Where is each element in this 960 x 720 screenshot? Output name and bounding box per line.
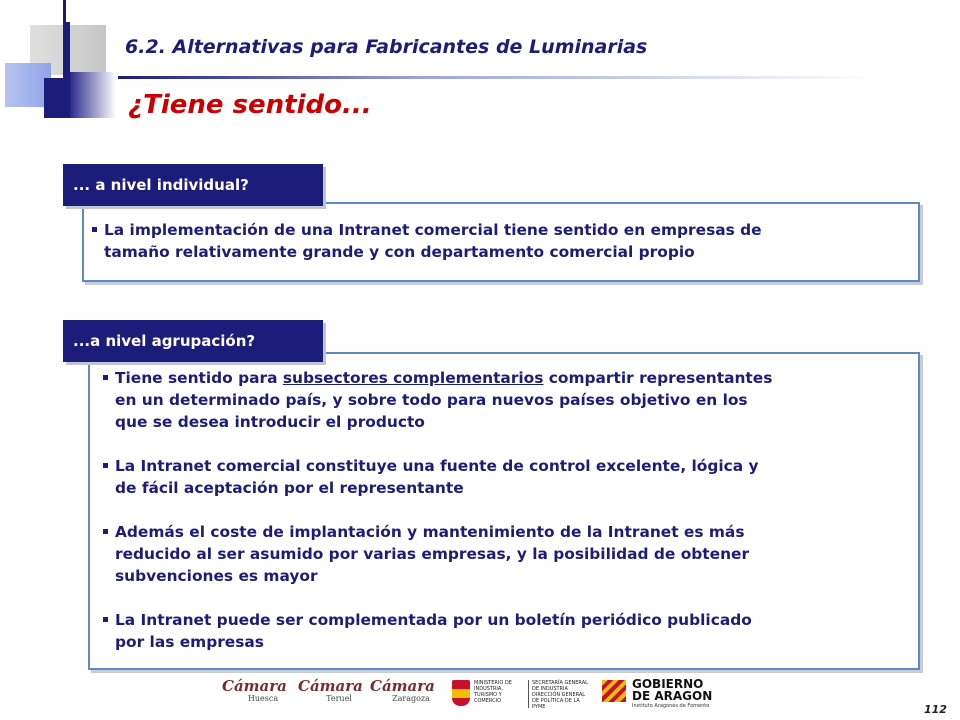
bullet-square-icon (92, 227, 97, 232)
bullet-item: La Intranet comercial constituye una fuente de control excelente, lógica y de fácil aceptación por el representante (101, 455, 911, 499)
decor-navy-fade (70, 72, 116, 118)
bullet-square-icon (103, 375, 108, 380)
underlined-term: subsectores complementarios (282, 369, 544, 387)
bullet-square-icon (103, 617, 108, 622)
tab-individual: ... a nivel individual? (63, 164, 323, 206)
page-number: 112 (924, 703, 947, 716)
tab-agrupacion: ...a nivel agrupación? (63, 320, 323, 362)
bullet-square-icon (103, 463, 108, 468)
panel-agrupacion (88, 352, 920, 670)
aragon-flag-icon (602, 680, 626, 702)
camara-zaragoza-logo: Cámara Zaragoza (370, 677, 435, 703)
panel-individual (82, 202, 920, 282)
slide-heading: ¿Tiene sentido... (128, 90, 372, 120)
header-rule (118, 76, 878, 79)
ministerio-logo: MINISTERIO DE INDUSTRIA, TURISMO Y COMERCIO SECRETARÍA GENERAL DE INDUSTRIA DIRECCIÓN GENERAL DE POLÍTICA DE LA PYME (452, 678, 592, 710)
bullet-square-icon (103, 529, 108, 534)
footer-logos (218, 678, 758, 710)
bullet-item: La implementación de una Intranet comercial tiene sentido en empresas de tamaño relativamente grande y con departamento comercial propio (90, 219, 910, 263)
gobierno-aragon-logo: GOBIERNO DE ARAGON Instituto Aragonés de Fomento (602, 678, 732, 710)
bullet-item: Además el coste de implantación y mantenimiento de la Intranet es más reducido al ser asumido por varias empresas, y la posibilidad de obtener subvenciones es mayor (101, 521, 911, 587)
camara-teruel-logo: Cámara Teruel (298, 677, 363, 703)
spain-shield-icon (452, 680, 470, 706)
bullet-item: Tiene sentido para subsectores complementarios compartir representantes en un determinado país, y sobre todo para nuevos países objetivo en los que se desea introducir el producto (101, 367, 911, 433)
decor-vertical-line (63, 0, 66, 22)
logo-divider (528, 680, 529, 708)
bullet-item: La Intranet puede ser complementada por un boletín periódico publicado por las empresas (101, 609, 911, 653)
camara-huesca-logo: Cámara Huesca (222, 677, 287, 703)
section-title: 6.2. Alternativas para Fabricantes de Luminarias (125, 36, 648, 58)
